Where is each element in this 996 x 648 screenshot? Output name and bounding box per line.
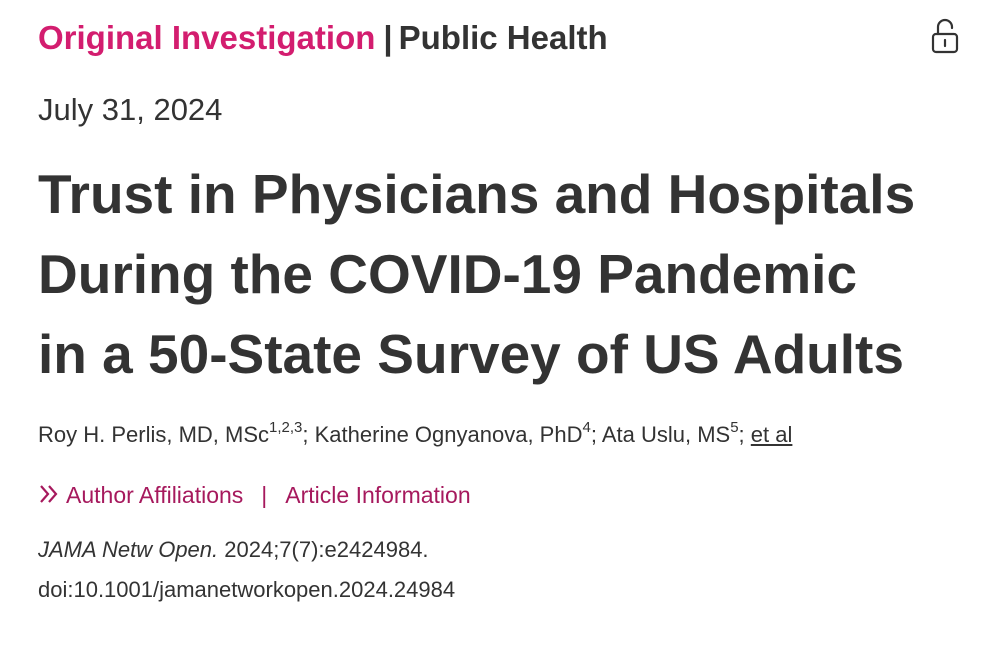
author-name: Roy H. Perlis, MD, MSc [38,422,270,447]
journal-abbreviation: JAMA Netw Open. [38,537,219,562]
double-chevron-right-icon [38,483,60,505]
publication-date: July 31, 2024 [38,92,223,127]
affiliation-superscript: 1,2,3 [269,418,303,436]
title-line: in a 50-State Survey of US Adults [38,323,904,385]
article-links [38,478,471,512]
section-label[interactable]: Public Health [398,19,608,56]
links-separator: | [261,482,268,508]
citation-line [38,530,455,570]
author-affiliations-link[interactable]: Author Affiliations [66,482,244,508]
article-title [38,154,973,394]
citation-block [38,530,455,610]
doi-text: doi:10.1001/jamanetworkopen.2024.24984 [38,577,456,602]
author-list [38,418,792,452]
category-separator: | [383,19,393,56]
title-line: During the COVID-19 Pandemic [38,243,858,305]
unlocked-padlock-icon [930,16,960,56]
author-name: ; Ata Uslu, MS [590,422,731,447]
article-category-line [38,16,608,60]
article-information-link[interactable]: Article Information [285,482,471,508]
article-type-label[interactable]: Original Investigation [38,19,376,56]
affiliation-superscript: 5 [730,418,739,436]
citation-reference: 2024;7(7):e2424984. [218,537,429,562]
affiliation-superscript: 4 [582,418,591,436]
author-separator: ; [738,422,745,447]
title-line: Trust in Physicians and Hospitals [38,163,916,225]
author-name: ; Katherine Ognyanova, PhD [302,422,583,447]
et-al-link[interactable]: et al [750,422,793,447]
